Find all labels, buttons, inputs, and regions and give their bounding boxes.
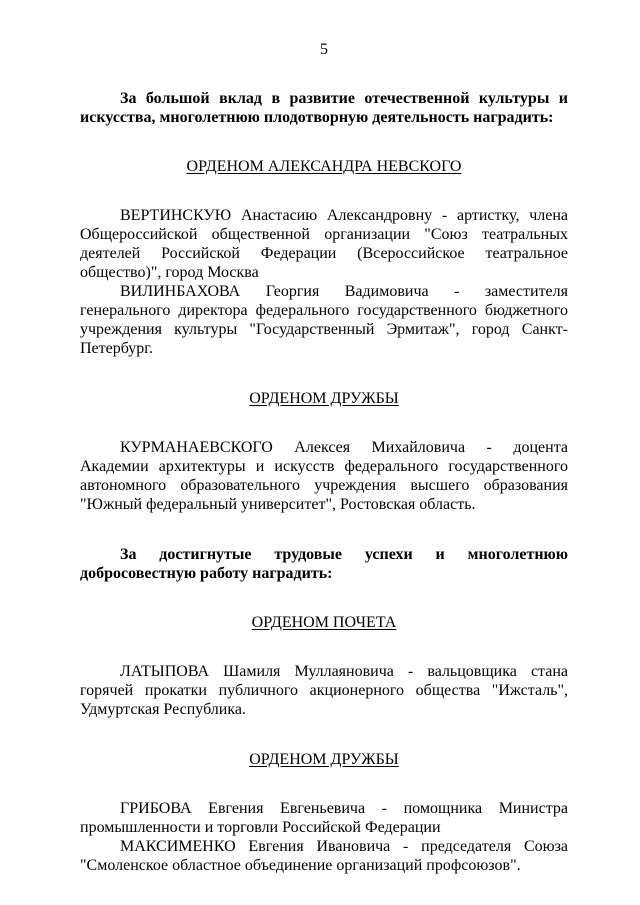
awardee-paragraph: ЛАТЫПОВА Шамиля Муллаяновича - вальцовщика стана горячей прокатки публичного акционерного общества "Ижсталь", Удмуртская Республика. — [80, 663, 568, 718]
section2-intro: За достигнутые трудовые успехи и многолетнюю добросовестную работу наградить: — [80, 546, 568, 582]
document-page — [80, 0, 568, 875]
awardee-paragraph: ГРИБОВА Евгения Евгеньевича - помощника Министра промышленности и торговли Российской Федерации — [80, 800, 568, 836]
awardee-paragraph: МАКСИМЕНКО Евгения Ивановича - председателя Союза "Смоленское областное объединение организаций профсоюзов". — [80, 838, 568, 874]
order-heading-friendship — [80, 750, 568, 769]
section1-intro: За большой вклад в развитие отечественной культуры и искусства, многолетнюю плодотворную деятельность наградить: — [80, 90, 568, 126]
order-heading-alexander-nevsky — [80, 157, 568, 176]
order-heading-honor — [80, 613, 568, 632]
page-number: 5 — [320, 41, 328, 58]
awardee-paragraph: ВИЛИНБАХОВА Георгия Вадимовича - заместителя генерального директора федерального государственного бюджетного учреждения культуры "Государственный Эрмитаж", город Санкт-Петербург. — [80, 283, 568, 357]
order-heading-friendship — [80, 389, 568, 408]
awardee-paragraph: ВЕРТИНСКУЮ Анастасию Александровну - артистку, члена Общероссийской общественной организации "Союз театральных деятелей Российской Федерации (Всероссийское театральное общество)", город Москва — [80, 207, 568, 281]
order-heading-text: ОРДЕНОМ ПОЧЕТА — [251, 614, 397, 631]
order-heading-text: ОРДЕНОМ ДРУЖБЫ — [249, 390, 399, 407]
order-heading-text: ОРДЕНОМ ДРУЖБЫ — [249, 751, 399, 768]
awardee-paragraph: КУРМАНАЕВСКОГО Алексея Михайловича - доцента Академии архитектуры и искусств федерального государственного автономного образовательного учреждения высшего образования "Южный федеральный университет", Ростовская область. — [80, 439, 568, 513]
order-heading-text: ОРДЕНОМ АЛЕКСАНДРА НЕВСКОГО — [186, 158, 462, 175]
